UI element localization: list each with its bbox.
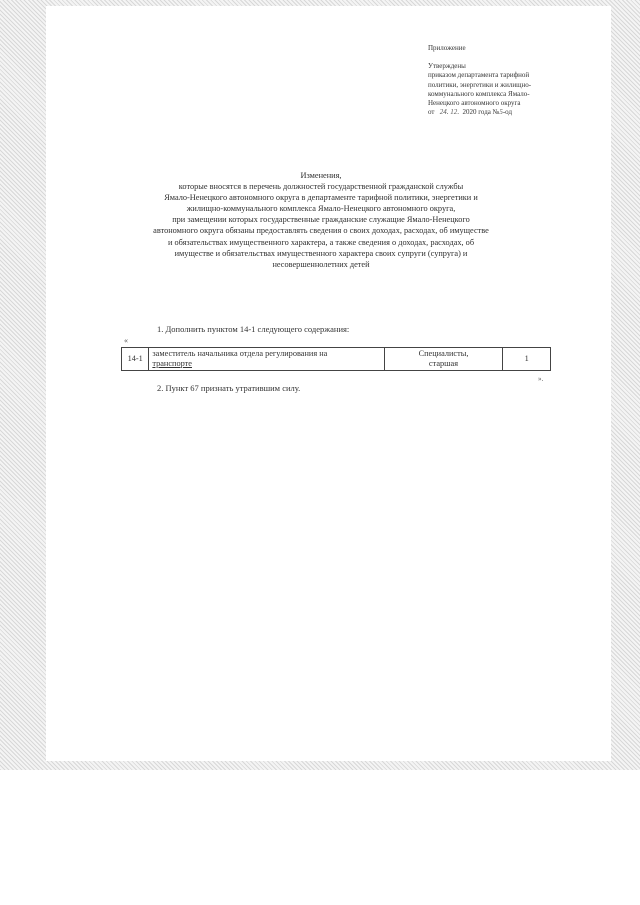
- position-cell: [149, 348, 384, 371]
- number-suffix: -од: [502, 108, 513, 117]
- close-quote-mark: ».: [538, 375, 544, 383]
- category-line: старшая: [428, 358, 459, 368]
- category-line: Специалисты,: [418, 349, 469, 358]
- date-day: 24: [439, 108, 447, 117]
- appendix-label: Приложение: [428, 44, 466, 52]
- table-row: [122, 348, 551, 371]
- date-prefix: от: [428, 108, 435, 117]
- date-month: 12: [450, 108, 458, 117]
- heading-line: и обязательствах имущественного характера, а также сведения о доходах, расходах, об: [167, 237, 475, 247]
- heading-line: Ямало-Ненецкого автономного округа в департаменте тарифной политики, энергетики и: [164, 193, 478, 203]
- approval-line: Утверждены: [428, 62, 466, 71]
- row-number: 14-1: [122, 348, 149, 371]
- date-year: 2020: [462, 108, 477, 117]
- position-line: транспорте: [152, 358, 192, 368]
- approval-line: Ненецкого автономного округа: [428, 99, 521, 108]
- heading-line: жилищно-коммунального комплекса Ямало-Ненецкого автономного округа,: [186, 204, 456, 214]
- positions-table: [121, 347, 551, 371]
- heading-line: имуществе и обязательствах имущественного характера своих супруги (супруга) и: [174, 248, 468, 258]
- heading-line: которые вносятся в перечень должностей государственной гражданской службы: [178, 182, 464, 192]
- count-cell: 1: [503, 348, 551, 371]
- category-cell: [384, 348, 503, 371]
- approval-line: коммунального комплекса Ямало-: [428, 89, 530, 98]
- number-value: 5: [499, 108, 503, 117]
- item-1-text: 1. Дополнить пунктом 14-1 следующего содержания:: [157, 324, 350, 334]
- approval-date-line: от 24. 12. 2020 года №5-од: [428, 108, 513, 117]
- approval-block: [428, 44, 568, 117]
- position-line: заместитель начальника отдела регулирования на: [152, 349, 328, 358]
- approval-line: приказом департамента тарифной: [428, 71, 530, 80]
- heading-title: Изменения,: [300, 171, 342, 180]
- document-page: [46, 6, 611, 761]
- heading-line: автономного округа обязаны предоставлять сведения о своих доходах, расходах, об имуществе: [153, 226, 489, 236]
- blank-bottom-area: [0, 770, 640, 905]
- heading-line: несовершеннолетних детей: [272, 259, 370, 269]
- document-heading: [106, 170, 536, 270]
- heading-line: при замещении которых государственные гражданские служащие Ямало-Ненецкого: [172, 215, 470, 225]
- approval-line: политики, энергетики и жилищно-: [428, 80, 532, 89]
- item-2-text: 2. Пункт 67 признать утратившим силу.: [157, 383, 301, 393]
- number-prefix: года №: [478, 108, 500, 117]
- open-quote-mark: «: [124, 336, 128, 345]
